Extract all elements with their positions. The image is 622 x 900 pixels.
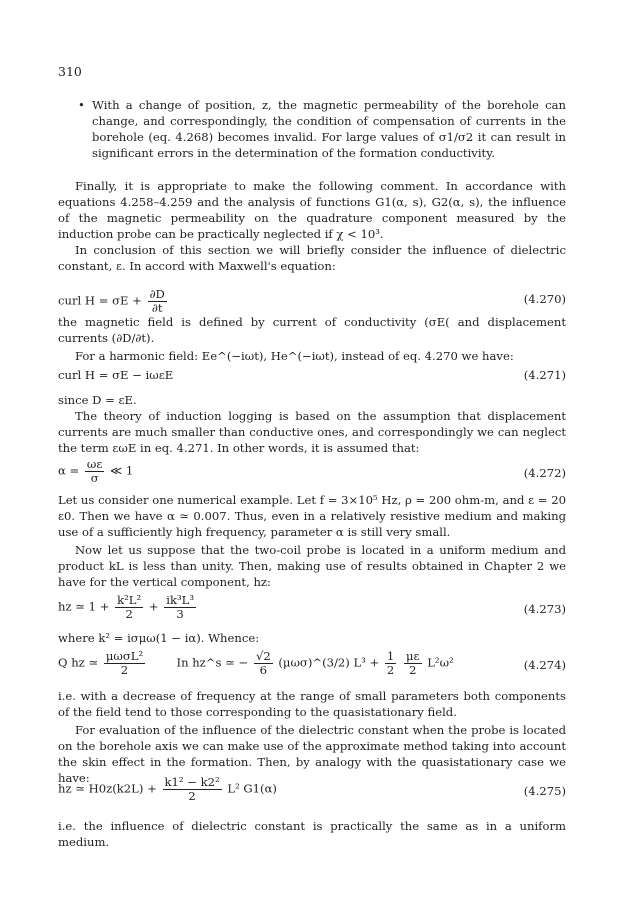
equation-4275 [58, 776, 566, 810]
bullet-dot-icon: • [78, 98, 85, 112]
eq4274-fraction-4 [404, 650, 422, 677]
eq4273-number: (4.273) [523, 602, 566, 616]
paragraph-8: Now let us suppose that the two-coil probe is located in a uniform medium and product kL is less than unity. Then, making use of results obtained in Chapter 2 we have for the vertical component, hz: [58, 543, 566, 589]
eq4272-fraction [85, 458, 104, 485]
paragraph-3: the magnetic field is defined by current of conductivity (σE( and displacement currents (∂D/∂t). [58, 315, 566, 345]
eq4272-lhs: α = [58, 463, 80, 478]
eq4273-lhs: hz ≃ 1 + [58, 599, 110, 614]
eq4273-fraction-2 [164, 594, 196, 621]
equation-4271 [58, 368, 566, 388]
equation-4272 [58, 458, 566, 490]
eq4273-f2-top: ik³L³ [166, 593, 194, 607]
page-number: 310 [58, 64, 82, 79]
eq4274-mid2: (μωσ)^(3/2) L³ + [278, 655, 380, 670]
eq4274-f2-top: √2 [255, 649, 271, 663]
paragraph-7: Let us consider one numerical example. Let f = 3×10⁵ Hz, ρ = 200 ohm-m, and ε = 20 ε0. Then we have α ≃ 0.007. Thus, even in a relatively resistive medium and making use of a sufficiently high frequency, parameter α is still very small. [58, 493, 566, 539]
paragraph-2: In conclusion of this section we will briefly consider the influence of dielectric constant, ε. In accord with Maxwell's equation: [58, 243, 566, 273]
eq4274-f3-bottom: 2 [386, 663, 395, 677]
paragraph-6: The theory of induction logging is based on the assumption that displacement currents are much smaller than conductive ones, and correspondingly we can neglect the term εωE in eq. 4.271. In other words, it is assumed that: [58, 409, 566, 455]
equation-4274 [58, 650, 566, 684]
paragraph-1: Finally, it is appropriate to make the following comment. In accordance with equations 4.258–4.259 and the analysis of functions G1(α, s), G2(α, s), the influence of the magnetic permeability on the quadrature component measured by the induction probe can be practically neglected if χ < 10³. [58, 179, 566, 241]
eq4274-mid: In hz^s ≃ − [176, 655, 249, 670]
equation-4273 [58, 594, 566, 628]
eq4271-number: (4.271) [523, 368, 566, 382]
eq4274-number: (4.274) [523, 658, 566, 672]
eq4273-plus: + [148, 599, 159, 614]
eq4274-f4-top: με [405, 649, 420, 663]
eq4275-number: (4.275) [523, 784, 566, 798]
paragraph-11: For evaluation of the influence of the dielectric constant when the probe is located on the borehole axis we can make use of the approximate method taking into account the skin effect in the formation. Then, by analogy with the quasistationary case we have: [58, 723, 566, 785]
eq4270-fraction [148, 288, 167, 315]
eq4274-f2-bottom: 6 [259, 663, 268, 677]
eq4270-frac-bottom: ∂t [151, 301, 163, 315]
eq4271-lhs: curl H = σE − iωεE [58, 368, 174, 382]
eq4273-f2-bottom: 3 [176, 607, 184, 621]
eq4273-f1-bottom: 2 [125, 607, 133, 621]
eq4274-fraction-1 [104, 650, 145, 677]
eq4274-fraction-2 [254, 650, 273, 677]
paragraph-4: For a harmonic field: Ee^(−iωt), He^(−iωt), instead of eq. 4.270 we have: [75, 349, 514, 363]
eq4275-frac-top: k1² − k2² [164, 775, 220, 789]
bullet-text: With a change of position, z, the magnetic permeability of the borehole can change, and correspondingly, the condition of compensation of currents in the borehole (eq. 4.268) becomes invalid. For large values of σ1/σ2 it can result in significant errors in the determination of the formation conductivity. [92, 98, 566, 160]
eq4273-f1-top: k²L² [117, 593, 142, 607]
eq4272-rest: ≪ 1 [110, 463, 134, 478]
eq4274-tail: L²ω² [427, 655, 454, 670]
bullet-item [78, 97, 566, 161]
paragraph-9: where k² = iσμω(1 − iα). Whence: [58, 631, 260, 645]
eq4275-tail: L² G1(α) [227, 781, 277, 796]
eq4272-frac-top: ωε [86, 457, 103, 471]
paragraph-12: i.e. the influence of dielectric constant is practically the same as in a uniform medium. [58, 819, 566, 849]
equation-4270 [58, 280, 566, 314]
eq4275-lhs: hz ≃ H0z(k2L) + [58, 781, 157, 796]
eq4275-fraction [163, 776, 222, 803]
eq4272-number: (4.272) [523, 466, 566, 480]
eq4274-lhs: Q hz ≃ [58, 655, 99, 670]
eq4274-f4-bottom: 2 [409, 663, 417, 677]
eq4274-fraction-3 [385, 650, 396, 677]
eq4272-frac-bottom: σ [90, 471, 99, 485]
eq4270-number: (4.270) [523, 292, 566, 306]
eq4273-fraction-1 [115, 594, 143, 621]
eq4274-f1-bottom: 2 [120, 663, 129, 677]
eq4274-f1-top: μωσL² [105, 649, 144, 663]
eq4275-frac-bottom: 2 [188, 789, 196, 803]
eq4274-f3-top: 1 [386, 649, 395, 663]
paragraph-10: i.e. with a decrease of frequency at the range of small parameters both components of the field tend to those corresponding to the quasistationary field. [58, 689, 566, 719]
eq4270-frac-top: ∂D [149, 287, 165, 301]
paragraph-5: since D = εE. [58, 393, 137, 407]
eq4270-lhs: curl H = σE + [58, 293, 142, 308]
